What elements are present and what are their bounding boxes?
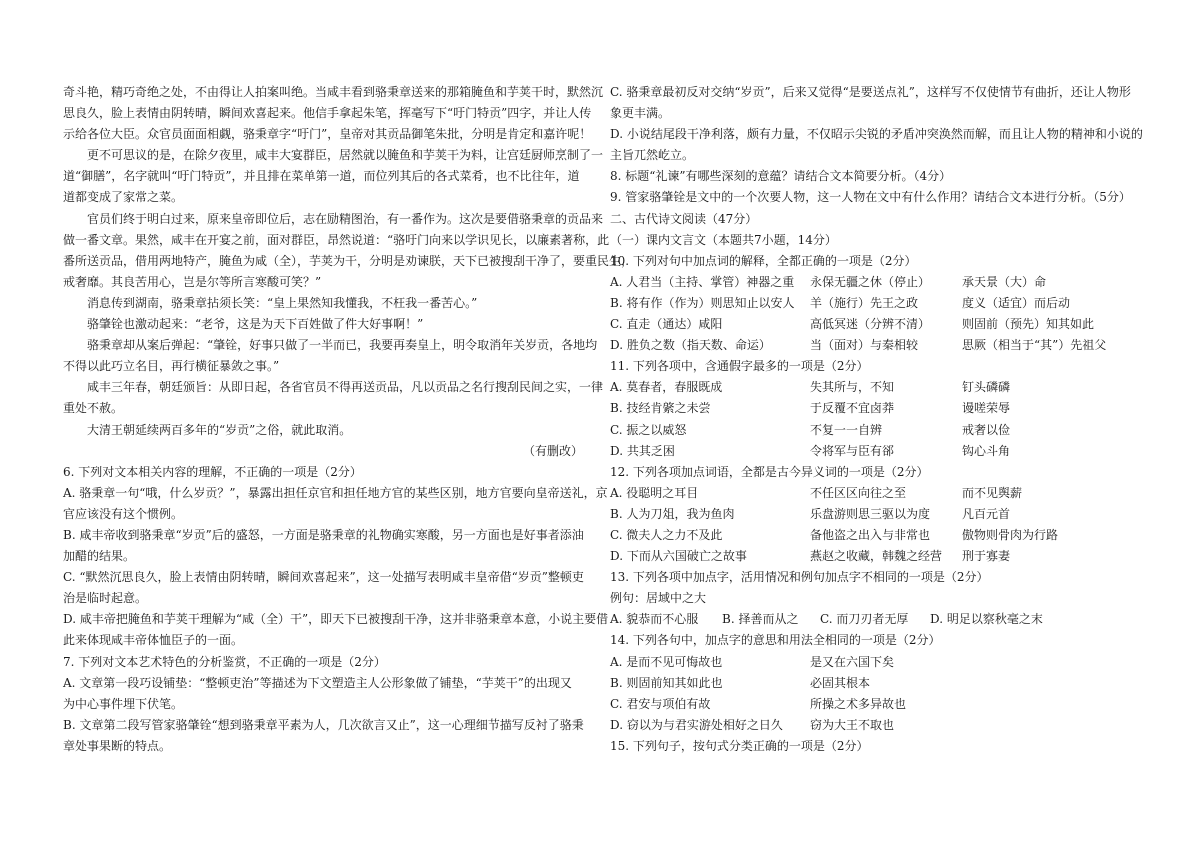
option-item: 令将军与臣有郤: [810, 443, 895, 458]
option-line: [610, 293, 1150, 314]
option-item: 乐盘游则思三驱以为度: [810, 506, 931, 521]
text-line: 道“御膳”，名字就叫“吁门特贡”，并且排在菜单第一道，而位列其后的各式菜肴，也不比往年，道: [63, 169, 580, 184]
text-line: （有删改）: [522, 443, 583, 458]
option-item: B. 技经肯綮之未尝: [610, 401, 711, 416]
text-line: 7. 下列对文本艺术特色的分析鉴赏，不正确的一项是（2分）: [63, 654, 386, 669]
text-line: 11. 下列各项中，含通假字最多的一项是（2分）: [610, 359, 869, 374]
option-line: [610, 715, 1150, 736]
option-item: 思厥（相当于“其”）先祖父: [962, 338, 1107, 353]
option-item: A. 人君当（主持、掌管）神器之重: [610, 274, 795, 289]
text-line: 重处不赦。: [63, 401, 124, 416]
option-line: [610, 272, 1150, 293]
text-line: 奇斗艳，精巧奇绝之处，不由得让人拍案叫绝。当咸丰看到骆秉章送来的那箱腌鱼和芋荚干时，默然沉: [63, 85, 604, 99]
option-item: 傲物则骨肉为行路: [962, 527, 1059, 542]
option-item: A. 貌恭而不心服: [610, 612, 699, 627]
text-line: A. 骆秉章一句“哦，什么岁贡？”，暴露出担任京官和担任地方官的某些区别，地方官要向皇帝送礼，京: [63, 485, 608, 500]
option-item: C. 直走（通达）咸阳: [610, 317, 723, 332]
option-item: B. 则固前知其如此也: [610, 675, 723, 690]
option-item: 戒奢以俭: [962, 422, 1011, 437]
option-item: A. 是而不见可悔故也: [610, 654, 723, 669]
option-item: C. 振之以威怒: [610, 422, 687, 437]
text-line: D. 咸丰帝把腌鱼和芋荚干理解为“咸（全）干”，即天下已被搜刮干净，这并非骆秉章本意，小说主要借: [63, 612, 609, 627]
option-item: 窃为大王不取也: [810, 717, 895, 732]
text-line: B. 文章第二段写管家骆肇铨“想到骆秉章平素为人，几次欲言又止”，这一心理细节描写反衬了骆秉: [63, 717, 584, 732]
option-line: [610, 694, 1150, 715]
option-item: C. 而刀刃者无厚: [820, 612, 909, 627]
option-line: [610, 377, 1150, 398]
option-item: 度义（适宜）而后动: [962, 295, 1071, 310]
option-item: 钉头磷磷: [962, 380, 1011, 395]
option-item: C. 君安与项伯有故: [610, 696, 711, 711]
text-line: C. “默然沉思良久，脸上表情由阴转晴，瞬间欢喜起来”，这一处描写表明咸丰皇帝借“岁贡”整顿吏: [63, 570, 584, 585]
text-line: 官员们终于明白过来，原来皇帝即位后，志在励精图治，有一番作为。这次是要借骆秉章的贡品来: [87, 211, 604, 226]
option-item: 则固前（预先）知其如此: [962, 317, 1095, 332]
option-line: [610, 420, 1150, 441]
option-item: D. 窃以为与君实游处相好之日久: [610, 717, 783, 732]
text-line: 二、古代诗文阅读（47分）: [610, 211, 758, 226]
text-line: 14. 下列各句中，加点字的意思和用法全相同的一项是（2分）: [610, 633, 941, 648]
option-item: 备他盗之出入与非常也: [810, 527, 931, 542]
right-column: [610, 82, 1150, 757]
option-item: 必固其根本: [810, 675, 871, 690]
text-line: （一）课内文言文（本题共7小题，14分）: [610, 232, 837, 247]
text-line: 不得以此巧立名目，再行横征暴敛之事。”: [63, 359, 280, 374]
option-item: D. 明足以察秋毫之末: [930, 612, 1043, 627]
text-line: 加醋的结果。: [63, 549, 136, 564]
text-line: 为中心事件埋下伏笔。: [63, 696, 184, 711]
text-line: 15. 下列句子，按句式分类正确的一项是（2分）: [610, 738, 869, 753]
option-item: 失其所与，不知: [810, 380, 895, 395]
option-line: [610, 609, 1150, 630]
text-line: 思良久，脸上表情由阴转晴，瞬间欢喜起来。他信手拿起朱笔，挥毫写下“吁门特贡”四字，并让人传: [63, 106, 592, 121]
text-line: 此来体现咸丰帝体恤臣子的一面。: [63, 633, 244, 648]
option-item: 不任区区向往之至: [810, 485, 907, 500]
text-line: 番所送贡品，借用两地特产，腌鱼为咸（全），芋荚为干，分明是劝谏朕，天下已被搜刮干净了，要重民生，: [63, 253, 634, 268]
option-item: 永保无疆之休（停止）: [810, 274, 931, 289]
option-line: [610, 673, 1150, 694]
option-line: [610, 525, 1150, 546]
option-item: 而不见舆薪: [962, 485, 1023, 500]
text-line: 象更丰满。: [610, 106, 671, 121]
option-line: [610, 441, 1150, 462]
option-item: D. 下而从六国破亡之故事: [610, 549, 747, 564]
text-line: A. 文章第一段巧设铺垫：“整顿吏治”等描述为下文塑造主人公形象做了铺垫，“芋荚干”的出现又: [63, 675, 572, 690]
left-column: [63, 82, 634, 757]
text-line: 大清王朝延续两百多年的“岁贡”之俗，就此取消。: [87, 422, 352, 437]
option-item: 所操之术多异故也: [810, 696, 907, 711]
option-line: [610, 483, 1150, 504]
option-item: 凡百元首: [962, 506, 1011, 521]
text-line: 10. 下列对句中加点词的解释，全都正确的一项是（2分）: [610, 253, 917, 268]
text-line: 消息传到湖南，骆秉章拈须长笑：“皇上果然知我懂我，不枉我一番苦心。”: [87, 295, 478, 310]
option-item: C. 微夫人之力不及此: [610, 527, 723, 542]
text-line: 治是临时起意。: [63, 591, 148, 606]
option-item: 承天景（大）命: [962, 274, 1047, 289]
text-line: 更不可思议的是，在除夕夜里，咸丰大宴群臣，居然就以腌鱼和芋荚干为料，让宫廷厨师烹制了一: [87, 148, 604, 163]
option-line: [610, 504, 1150, 525]
option-item: 谩嗟荣辱: [962, 401, 1011, 416]
text-line: 戒奢靡。其良苦用心，岂是尔等所言寒酸可笑？”: [63, 274, 322, 289]
option-item: 羊（施行）先王之政: [810, 295, 919, 310]
text-line: D. 小说结尾段干净利落，颇有力量，不仅昭示尖锐的矛盾冲突涣然而解，而且让人物的精神和小说的: [610, 127, 1143, 142]
text-line: 骆秉章却从案后弹起：“肇铨，好事只做了一半而已，我要再奏皇上，明令取消年关岁贡，各地均: [87, 338, 598, 353]
option-item: A. 莫春者，春服既成: [610, 380, 723, 395]
option-item: 燕赵之收藏，韩魏之经营: [810, 549, 943, 564]
option-line: [610, 314, 1150, 335]
text-line: 8. 标题“礼谏”有哪些深刻的意蕴？请结合文本简要分析。（4分）: [610, 169, 952, 184]
text-line: 官应该没有这个惯例。: [63, 506, 184, 521]
text-line: 章处事果断的特点。: [63, 738, 172, 753]
text-line: C. 骆秉章最初反对交纳“岁贡”，后来又觉得“是要送点礼”，这样写不仅使情节有曲折，还让人物形: [610, 85, 1131, 99]
option-item: 不复一一自辨: [810, 422, 883, 437]
option-item: 高低冥迷（分辨不清）: [810, 317, 931, 332]
option-item: B. 择善而从之: [722, 612, 799, 627]
option-line: [610, 546, 1150, 567]
option-item: B. 将有作（作为）则思知止以安人: [610, 295, 795, 310]
text-line: 9. 管家骆肇铨是文中的一个次要人物，这一人物在文中有什么作用？请结合文本进行分析。（5分）: [610, 190, 1131, 205]
text-line: 骆肇铨也激动起来：“老爷，这是为天下百姓做了件大好事啊！”: [87, 317, 424, 332]
text-line: B. 咸丰帝收到骆秉章“岁贡”后的盛怒，一方面是骆秉章的礼物确实寒酸，另一方面也是好事者添油: [63, 527, 584, 542]
text-line: 道都变成了家常之菜。: [63, 190, 184, 205]
text-line: 6. 下列对文本相关内容的理解，不正确的一项是（2分）: [63, 464, 362, 479]
text-line: 主旨兀然屹立。: [610, 148, 695, 163]
option-item: 刑于寡妻: [962, 549, 1011, 564]
option-line: [610, 652, 1150, 673]
text-line: 做一番文章。果然，咸丰在开宴之前，面对群臣，昂然说道：“骆吁门向来以学识见长，以廉素著称，此: [63, 232, 610, 247]
option-item: 于反覆不宜卤莽: [810, 401, 895, 416]
option-item: 钩心斗角: [962, 443, 1011, 458]
option-line: [610, 398, 1150, 419]
option-item: 是又在六国下矣: [810, 654, 895, 669]
text-line: 示给各位大臣。众官员面面相觑，骆秉章字“吁门”，皇帝对其贡品御笔朱批，分明是肯定和嘉许呢！: [63, 127, 592, 142]
option-item: B. 人为刀俎，我为鱼肉: [610, 506, 735, 521]
text-line: 例句：居域中之大: [610, 591, 707, 606]
text-line: 13. 下列各项中加点字，活用情况和例句加点字不相同的一项是（2分）: [610, 570, 989, 585]
option-item: A. 役聪明之耳目: [610, 485, 699, 500]
option-line: [610, 335, 1150, 356]
option-item: D. 胜负之数（指天数、命运）: [610, 338, 771, 353]
option-item: D. 共其乏困: [610, 443, 675, 458]
text-line: 咸丰三年春，朝廷颁旨：从即日起，各省官员不得再送贡品，凡以贡品之名行搜刮民间之实，一律: [87, 380, 604, 395]
text-line: 12. 下列各项加点词语，全都是古今异义词的一项是（2分）: [610, 464, 929, 479]
option-item: 当（面对）与秦相较: [810, 338, 919, 353]
